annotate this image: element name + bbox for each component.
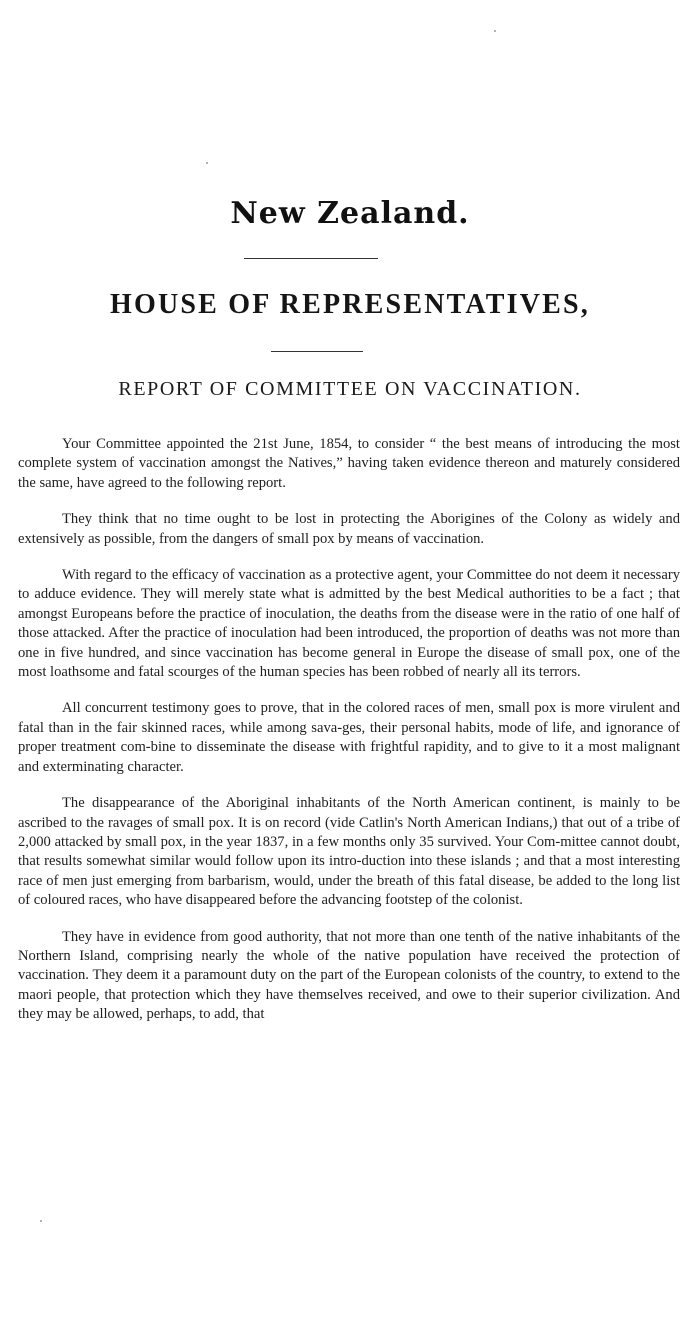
divider-rule [271,351,363,352]
paper-speck [494,30,496,32]
paragraph: The disappearance of the Aboriginal inhabitants of the North American continent, is mainly to be ascribed to the ravages of small pox. It is on record (vide Catlin's North American Indians,) that out of a tribe of 2,000 attacked by small pox, in the year 1837, in a few months only 35 survived. Your Com-mittee cannot doubt, that results somewhat similar would follow upon its intro-duction into these islands ; and that a most interesting race of men just emerging from barbarism, would, under the breath of this fatal disease, be added to the long list of coloured races, who have disappeared before the advancing footstep of the colonist. [18,795,680,909]
paragraph: They have in evidence from good authority, that not more than one tenth of the native inhabitants of the Northern Island, comprising nearly the whole of the native population have received the protection of vaccination. They deem it a paramount duty on the part of the European colonists of the country, to extend to the maori people, that protection which they have themselves received, and owe to their superior civilization. And they may be allowed, perhaps, to add, that [18,928,680,1023]
paragraph: With regard to the efficacy of vaccination as a protective agent, your Committee do not deem it necessary to adduce evidence. They will merely state what is admitted by the best Medical authorities to be a fact ; that amongst Europeans before the practice of inoculation, the deaths from the disease were in the ratio of one half of those attacked. After the practice of inoculation had been introduced, the proportion of deaths was not more than one in five hundred, and since vaccination has become general in Europe the disease of small pox, one of the most loathsome and fatal scourges of the human species has been robbed of nearly all its terrors. [18,567,680,681]
report-title: REPORT OF COMMITTEE ON VACCINATION. [118,378,582,400]
paper-speck [206,162,208,164]
chamber-heading: HOUSE OF REPRESENTATIVES, [109,289,591,320]
paragraph: They think that no time ought to be lost in protecting the Aborigines of the Colony as widely and extensively as possible, from the dangers of small pox by means of vaccination. [18,511,680,547]
paragraph: Your Committee appointed the 21st June, 1854, to consider “ the best means of introducing the most complete system of vaccination amongst the Natives,” having taken evidence thereon and maturely considered the same, have agreed to the following report. [18,436,680,491]
masthead-title: New Zealand. [230,196,470,231]
divider-rule [244,258,378,259]
paper-speck [40,1220,42,1222]
paragraph: All concurrent testimony goes to prove, that in the colored races of men, small pox is more virulent and fatal than in the fair skinned races, while among sava-ges, their personal habits, mode of life, and ignorance of proper treatment com-bine to disseminate the disease with frightful rapidity, and to give to it a most malignant and exterminating character. [18,700,680,775]
report-body [18,435,680,1042]
